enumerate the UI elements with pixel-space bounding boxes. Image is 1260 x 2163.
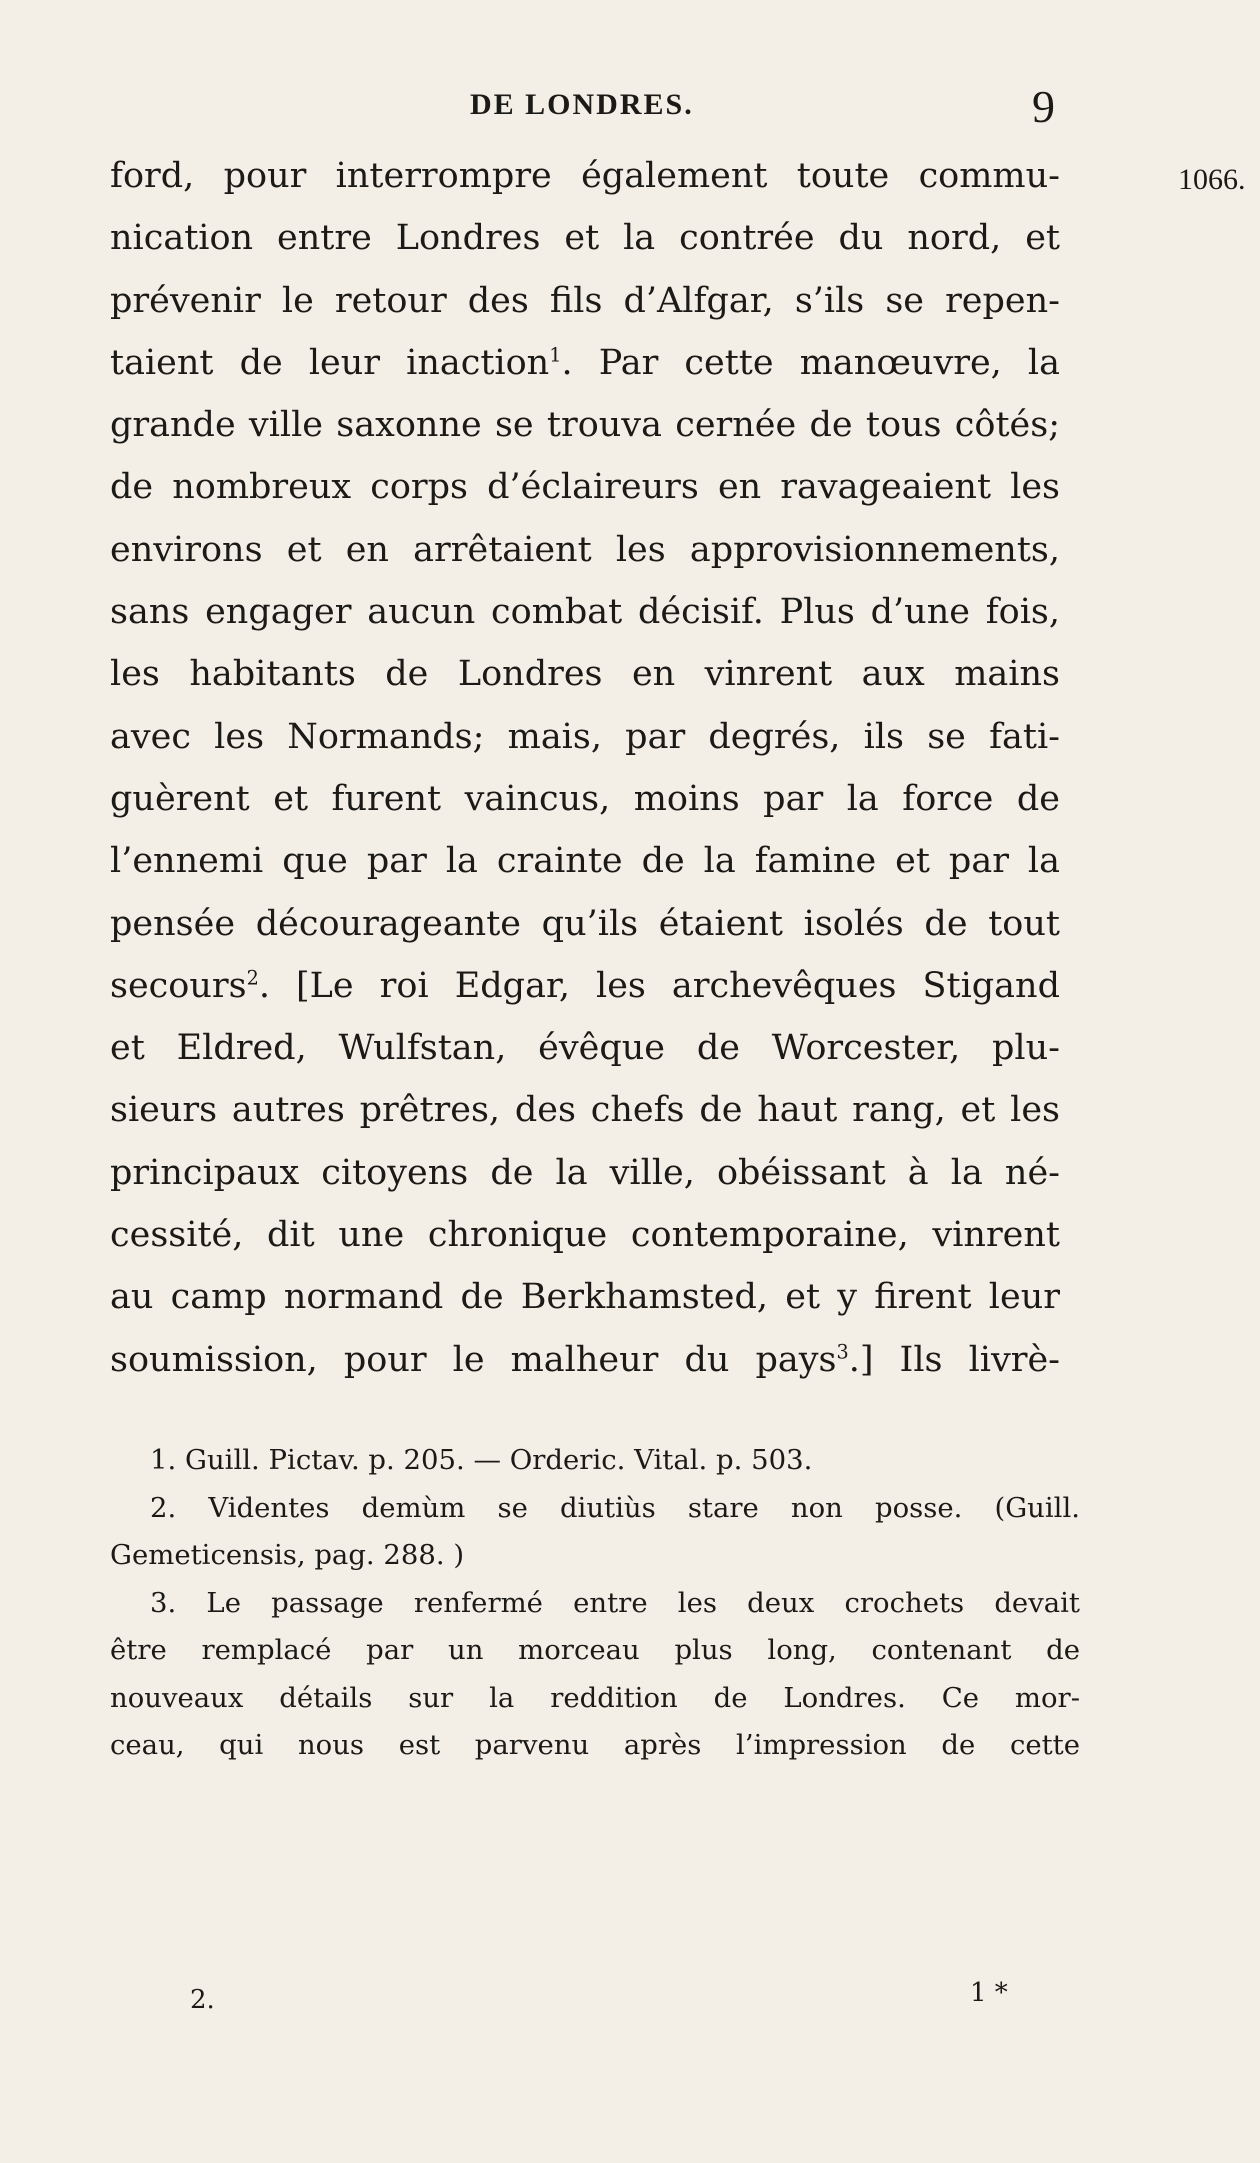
body-line: les habitants de Londres en vinrent aux mains xyxy=(110,654,1060,695)
body-line: grande ville saxonne se trouva cernée de tous côtés; xyxy=(110,405,1060,446)
body-line: nication entre Londres et la contrée du nord, et xyxy=(110,218,1060,259)
footnote-ref: 1 xyxy=(549,343,562,367)
footnote-3-cont: ceau, qui nous est parvenu après l’impression de cette xyxy=(110,1729,1080,1761)
body-line: prévenir le retour des fils d’Alfgar, s’ils se repen- xyxy=(110,280,1060,321)
body-line: au camp normand de Berkhamsted, et y firent leur xyxy=(110,1277,1060,1318)
page-number: 9 xyxy=(1032,81,1055,132)
footnote-3-cont: nouveaux détails sur la reddition de Londres. Ce mor- xyxy=(110,1681,1080,1714)
footnote-3-cont: être remplacé par un morceau plus long, contenant de xyxy=(110,1634,1080,1666)
body-line: pensée décourageante qu’ils étaient isolés de tout xyxy=(110,903,1060,944)
footnote-3: 3. Le passage renfermé entre les deux crochets devait xyxy=(150,1586,1080,1619)
body-line: avec les Normands; mais, par degrés, ils se fati- xyxy=(110,716,1060,757)
body-line: environs et en arrêtaient les approvisionnements, xyxy=(110,529,1060,570)
footnotes xyxy=(110,1437,1080,1770)
signature-volume: 2. xyxy=(190,1985,215,2015)
body-line: l’ennemi que par la crainte de la famine et par la xyxy=(110,841,1060,882)
body-line: sieurs autres prêtres, des chefs de haut rang, et les xyxy=(110,1090,1060,1131)
body-text xyxy=(110,145,1060,1391)
footnote-ref: 2 xyxy=(246,966,259,990)
body-line: soumission, pour le malheur du pays$^3$.] Ils livrè- xyxy=(110,1339,1060,1380)
body-line: sans engager aucun combat décisif. Plus d’une fois, xyxy=(110,592,1060,633)
footnote-ref: 3 xyxy=(836,1339,849,1363)
body-line: secours$^2$. [Le roi Edgar, les archevêques Stigand xyxy=(110,965,1060,1006)
footnote-2-cont: Gemeticensis, pag. 288. ) xyxy=(110,1539,465,1571)
body-line: taient de leur inaction$^1$. Par cette manœuvre, la xyxy=(110,342,1060,383)
body-line: guèrent et furent vaincus, moins par la force de xyxy=(110,778,1060,819)
margin-year-note: 1066. xyxy=(1178,163,1246,196)
footnote-1: 1. Guill. Pictav. p. 205. — Orderic. Vital. p. 503. xyxy=(150,1444,813,1476)
body-line: principaux citoyens de la ville, obéissant à la né- xyxy=(110,1152,1060,1193)
signature-sheet: 1 * xyxy=(970,1978,1008,2008)
body-line: et Eldred, Wulfstan, évêque de Worcester, plu- xyxy=(110,1028,1060,1069)
body-line: cessité, dit une chronique contemporaine, vinrent xyxy=(110,1215,1060,1256)
body-line: ford, pour interrompre également toute commu- xyxy=(110,156,1060,196)
footnote-2: 2. Videntes demùm se diutiùs stare non posse. (Guill. xyxy=(150,1491,1080,1524)
running-title: DE LONDRES. xyxy=(470,88,694,121)
body-line: de nombreux corps d’éclaireurs en ravageaient les xyxy=(110,467,1060,508)
